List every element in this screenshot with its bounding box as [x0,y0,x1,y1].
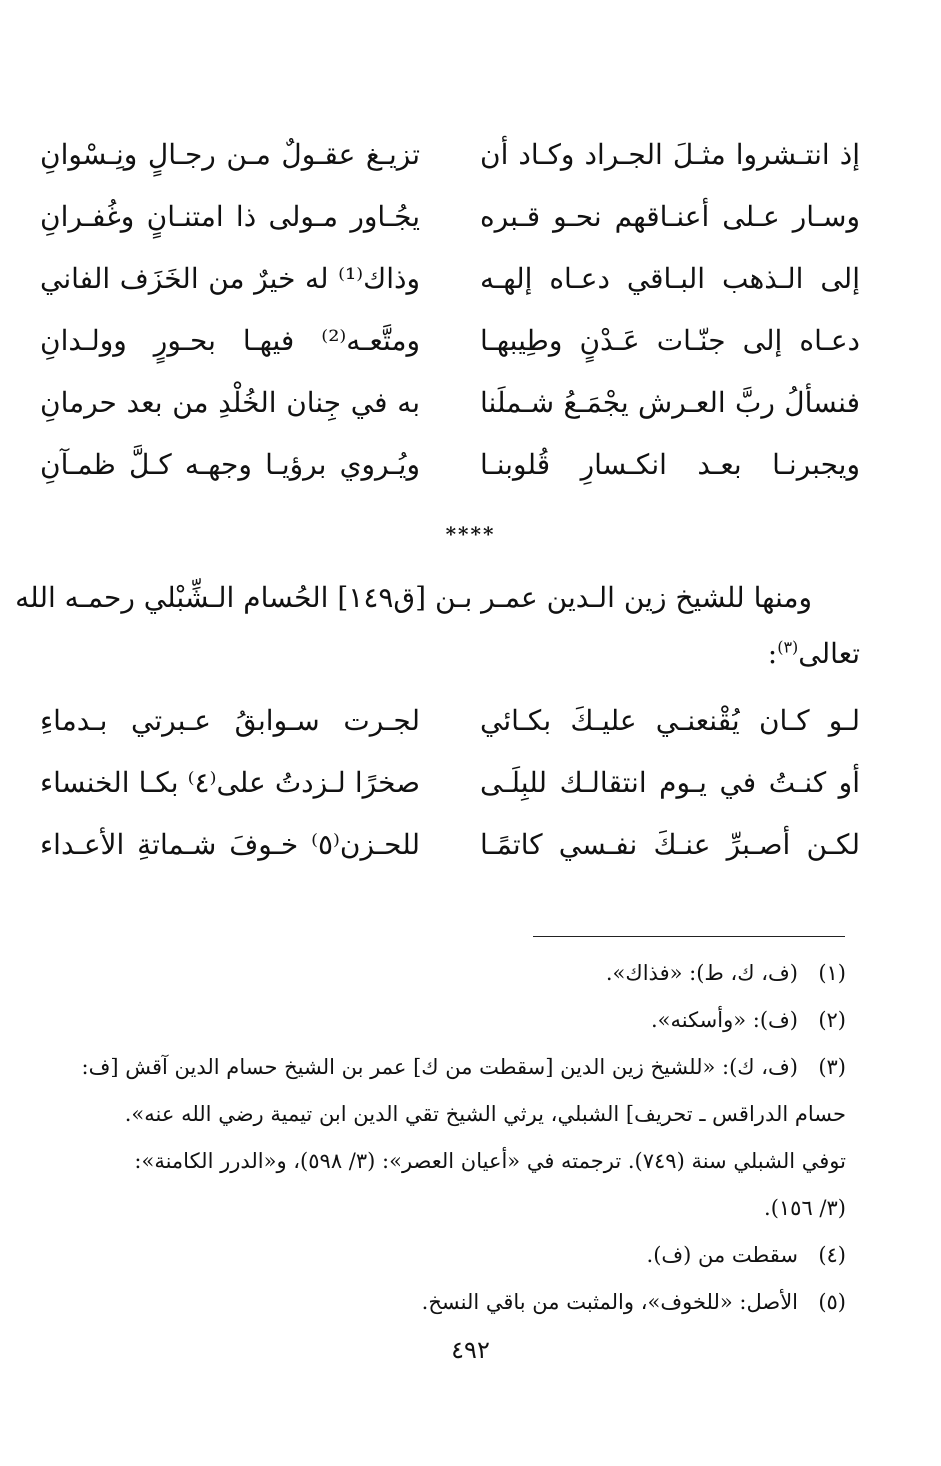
introduction-paragraph [15,570,860,682]
footnote-line: توفي الشبلي سنة (٧٤٩). ترجمته في «أعيان العصر»: (٣/ ٥٩٨)، و«الدرر الكامنة»: [134,1149,846,1173]
verse-second-hemistich: صخرًا لـزدتُ على⁽٤⁾ بكـا الخنساء [40,766,420,799]
verse-line [40,814,860,876]
verse-second-hemistich: ومتَّعـه⁽²⁾ فيهـا بحـورٍ وولـدانِ [40,324,420,357]
footnote-ref-3: (٣) [777,637,799,657]
verse-second-hemistich: به في جِنان الخُلْدِ من بعد حرمانِ [40,386,420,419]
verse-line [40,752,860,814]
footnote-text [40,1044,846,1232]
section-separator: **** [445,522,496,546]
poem-block-1 [40,124,860,496]
footnote-number: (٤) [818,1243,846,1267]
footnote-number: (٢) [818,1008,846,1032]
footnote-number: (٣) [818,1055,846,1079]
footnote-line: (ف، ك، ط): «فذاك». [605,961,798,985]
verse-first-hemistich: أو كنـتُ في يـوم انتقالـك للبِلَـى [480,766,860,799]
footnote-text [40,997,798,1044]
verse-first-hemistich: إذ انتـشروا مثـلَ الجـراد وكـاد أن [480,138,860,171]
verse-second-hemistich: تزيـغ عقـولٌ مـن رجـالٍ ونِـسْوانِ [40,138,420,171]
footnote-item [40,1279,846,1326]
verse-second-hemistich: للحـزن⁽٥⁾ خـوفَ شـماتةِ الأعـداء [40,828,420,861]
verse-second-hemistich: وذاك⁽¹⁾ له خيرٌ من الخَزَف الفاني [40,262,420,295]
page-number: ٤٩٢ [451,1336,490,1364]
verse-second-hemistich: لجـرت سـوابقُ عـبرتي بـدماءِ [40,704,420,737]
footnote-text [40,1232,798,1279]
footnote-number: (٥) [818,1290,846,1314]
footnote-line: (٣/ ١٥٦). [764,1196,846,1220]
verse-first-hemistich: لكـن أصـبرِّ عنـكَ نفـسي كاتمًـا [480,828,860,861]
verse-line [40,186,860,248]
verse-second-hemistich: ويُـروي برؤيـا وجهـه كـلَّ ظمـآنِ [40,448,420,481]
introduction-colon: : [767,637,778,670]
introduction-line-1: ومنها للشيخ زين الـدين عمـر بـن [ق١٤٩] الحُسام الـشِّبْلي رحمـه الله [15,581,812,614]
verse-line [40,434,860,496]
footnote-item [40,1044,846,1232]
verse-first-hemistich: وسـار عـلى أعنـاقهم نحـو قـبره [480,200,860,233]
footnote-item [40,997,846,1044]
verse-first-hemistich: دعـاه إلى جنّـات عَـدْنٍ وطِيبهـا [480,324,860,357]
footnote-number: (١) [818,961,846,985]
introduction-line-2 [40,626,860,682]
verse-first-hemistich: لـو كـان يُقْنعنـي عليـكَ بكـائي [480,704,860,737]
footnote-item [40,1232,846,1279]
footnote-line: الأصل: «للخوف»، والمثبت من باقي النسخ. [421,1290,798,1314]
verse-line [40,124,860,186]
footnote-line: (ف، ك): «للشيخ زين الدين [سقطت من ك] عمر بن الشيخ حسام الدين آقش [ف: [81,1055,798,1079]
footnote-line: حسام الدراقس ـ تحريف] الشبلي، يرثي الشيخ تقي الدين ابن تيمية رضي الله عنه». [124,1102,846,1126]
verse-line [40,372,860,434]
verse-line [40,690,860,752]
verse-first-hemistich: فنسألُ ربَّ العـرش يجْمَـعُ شـملَنا [480,386,860,419]
footnote-item [40,950,846,997]
verse-second-hemistich: يجُـاور مـولى ذا امتنـانٍ وغُفـرانِ [40,200,420,233]
verse-first-hemistich: إلى الـذهب البـاقي دعـاه إلهـه [480,262,860,295]
verse-line [40,248,860,310]
footnote-divider [533,936,845,937]
footnotes-section [40,950,846,1326]
footnote-text [40,1279,798,1326]
verse-line [40,310,860,372]
footnote-line: سقطت من (ف). [646,1243,798,1267]
footnote-text [40,950,798,997]
poem-block-2 [40,690,860,876]
footnote-line: (ف): «وأسكنه». [650,1008,798,1032]
introduction-text: تعالى [798,637,860,670]
verse-first-hemistich: ويجبرنـا بعـد انكـسارِ قُلوبنـا [480,448,860,481]
